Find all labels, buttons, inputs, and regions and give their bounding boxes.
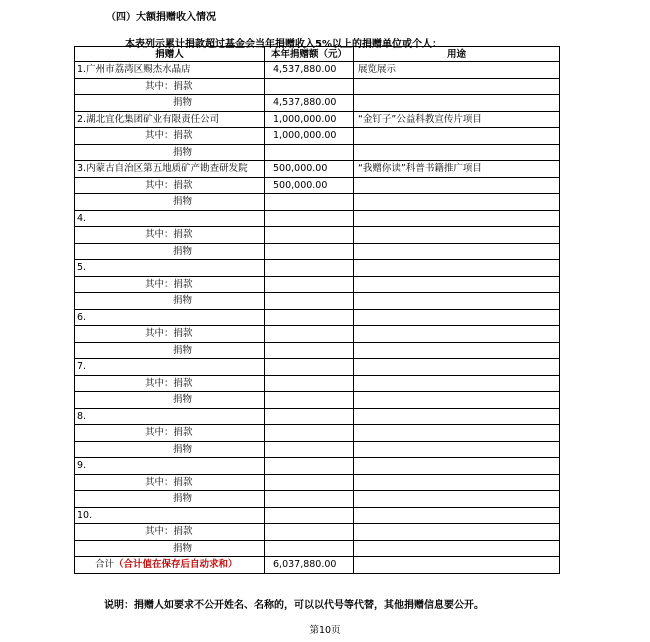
goods-label: 捐物 — [75, 540, 265, 557]
cash-use — [354, 524, 560, 541]
cash-use — [354, 474, 560, 491]
cash-amount — [265, 524, 354, 541]
page-number: 第10页 — [309, 625, 341, 636]
table-header-row — [75, 47, 560, 62]
cash-use — [354, 425, 560, 442]
donor-row — [75, 260, 560, 277]
goods-row — [75, 293, 560, 310]
cash-label: 其中：捐款 — [75, 375, 265, 392]
cash-use — [354, 78, 560, 95]
cash-amount — [265, 78, 354, 95]
cash-label: 其中：捐款 — [75, 425, 265, 442]
goods-label: 捐物 — [75, 293, 265, 310]
goods-label: 捐物 — [75, 95, 265, 112]
donor-amount — [265, 260, 354, 277]
cash-amount — [265, 227, 354, 244]
donor-name: 8. — [75, 408, 265, 425]
cash-row — [75, 326, 560, 343]
goods-use — [354, 441, 560, 458]
cash-label: 其中：捐款 — [75, 524, 265, 541]
cash-amount — [265, 276, 354, 293]
goods-use — [354, 243, 560, 260]
donor-name: 3.内蒙古自治区第五地质矿产勘查研发院 — [75, 161, 265, 178]
donor-row — [75, 408, 560, 425]
cash-amount — [265, 326, 354, 343]
goods-row — [75, 243, 560, 260]
cash-amount: 1,000,000.00 — [265, 128, 354, 145]
cash-row — [75, 128, 560, 145]
cash-label: 其中：捐款 — [75, 276, 265, 293]
goods-row — [75, 144, 560, 161]
donor-name: 1.广州市荔湾区赐杰水晶店 — [75, 62, 265, 79]
cash-use — [354, 375, 560, 392]
goods-amount — [265, 540, 354, 557]
note-text: 说明：捐赠人如要求不公开姓名、名称的，可以以代号等代替，其他捐赠信息要公开。 — [104, 600, 484, 611]
header-donor: 捐赠人 — [75, 47, 265, 62]
cash-amount: 500,000.00 — [265, 177, 354, 194]
goods-amount — [265, 491, 354, 508]
cash-use — [354, 276, 560, 293]
donor-row — [75, 210, 560, 227]
donor-row — [75, 507, 560, 524]
donor-name: 9. — [75, 458, 265, 475]
goods-row — [75, 194, 560, 211]
cash-row — [75, 227, 560, 244]
goods-amount — [265, 441, 354, 458]
goods-amount — [265, 293, 354, 310]
header-use: 用途 — [354, 47, 560, 62]
donor-use: 展览展示 — [354, 62, 560, 79]
donor-row — [75, 359, 560, 376]
donor-amount — [265, 458, 354, 475]
donor-amount: 4,537,880.00 — [265, 62, 354, 79]
goods-amount — [265, 342, 354, 359]
goods-use — [354, 540, 560, 557]
donor-amount — [265, 359, 354, 376]
donation-table — [74, 46, 560, 574]
goods-row — [75, 342, 560, 359]
donor-row — [75, 161, 560, 178]
goods-use — [354, 392, 560, 409]
goods-row — [75, 392, 560, 409]
donor-name: 4. — [75, 210, 265, 227]
donor-use — [354, 408, 560, 425]
donor-amount — [265, 210, 354, 227]
goods-use — [354, 293, 560, 310]
goods-row — [75, 540, 560, 557]
cash-amount — [265, 474, 354, 491]
cash-amount — [265, 425, 354, 442]
cash-label: 其中：捐款 — [75, 177, 265, 194]
cash-row — [75, 474, 560, 491]
cash-use — [354, 326, 560, 343]
total-label: 合计 — [95, 559, 115, 571]
goods-amount — [265, 194, 354, 211]
donor-name: 2.湖北宜化集团矿业有限责任公司 — [75, 111, 265, 128]
table-body — [75, 62, 560, 557]
goods-row — [75, 491, 560, 508]
cash-use — [354, 128, 560, 145]
goods-label: 捐物 — [75, 342, 265, 359]
goods-use — [354, 342, 560, 359]
goods-label: 捐物 — [75, 392, 265, 409]
donor-row — [75, 111, 560, 128]
goods-use — [354, 491, 560, 508]
total-row — [75, 557, 560, 574]
donor-name: 6. — [75, 309, 265, 326]
total-note: （合计值在保存后自动求和） — [114, 559, 238, 571]
goods-amount — [265, 392, 354, 409]
cash-row — [75, 177, 560, 194]
cash-row — [75, 375, 560, 392]
donor-name: 10. — [75, 507, 265, 524]
donor-row — [75, 62, 560, 79]
cash-row — [75, 276, 560, 293]
cash-use — [354, 227, 560, 244]
header-amount: 本年捐赠额（元） — [265, 47, 354, 62]
donor-amount — [265, 507, 354, 524]
goods-label: 捐物 — [75, 243, 265, 260]
cash-row — [75, 78, 560, 95]
cash-label: 其中：捐款 — [75, 227, 265, 244]
cash-label: 其中：捐款 — [75, 474, 265, 491]
goods-row — [75, 95, 560, 112]
donor-row — [75, 309, 560, 326]
cash-label: 其中：捐款 — [75, 78, 265, 95]
total-use-cell — [354, 557, 560, 574]
goods-label: 捐物 — [75, 144, 265, 161]
donor-use — [354, 507, 560, 524]
donor-name: 5. — [75, 260, 265, 277]
cash-label: 其中：捐款 — [75, 326, 265, 343]
donor-amount — [265, 309, 354, 326]
cash-amount — [265, 375, 354, 392]
table-intro: 本表列示累计捐款超过基金会当年捐赠收入5%以上的捐赠单位或个人： — [125, 39, 442, 50]
goods-use — [354, 194, 560, 211]
cash-label: 其中：捐款 — [75, 128, 265, 145]
donor-use: “我赠你读”科普书籍推广项目 — [354, 161, 560, 178]
goods-use — [354, 95, 560, 112]
donor-use — [354, 260, 560, 277]
section-title: （四）大额捐赠收入情况 — [106, 12, 216, 23]
donor-use — [354, 309, 560, 326]
goods-row — [75, 441, 560, 458]
cash-row — [75, 425, 560, 442]
goods-amount: 4,537,880.00 — [265, 95, 354, 112]
donor-name: 7. — [75, 359, 265, 376]
donor-amount — [265, 408, 354, 425]
donor-amount: 1,000,000.00 — [265, 111, 354, 128]
donor-use: “金钉子”公益科教宣传片项目 — [354, 111, 560, 128]
cash-use — [354, 177, 560, 194]
donor-use — [354, 458, 560, 475]
goods-use — [354, 144, 560, 161]
donor-use — [354, 359, 560, 376]
goods-label: 捐物 — [75, 491, 265, 508]
total-amount: 6,037,880.00 — [265, 557, 354, 574]
total-label-cell — [75, 557, 265, 574]
donor-row — [75, 458, 560, 475]
goods-amount — [265, 243, 354, 260]
donor-use — [354, 210, 560, 227]
cash-row — [75, 524, 560, 541]
goods-amount — [265, 144, 354, 161]
donor-amount: 500,000.00 — [265, 161, 354, 178]
goods-label: 捐物 — [75, 194, 265, 211]
goods-label: 捐物 — [75, 441, 265, 458]
